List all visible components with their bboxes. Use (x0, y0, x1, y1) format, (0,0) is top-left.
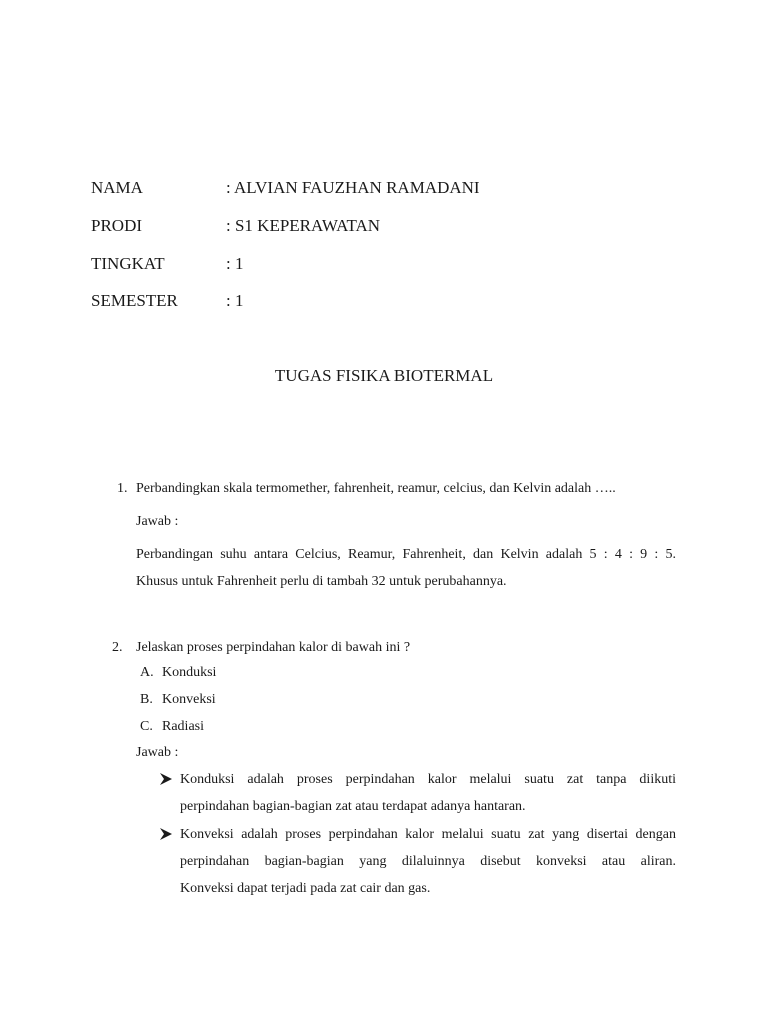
question-2-number: 2. (112, 640, 123, 655)
identity-value: : ALVIAN FAUZHAN RAMADANI (226, 178, 480, 197)
arrowhead-bullet-icon-svg (158, 771, 174, 787)
answer-line: Perbandingan suhu antara Celcius, Reamur, Fahrenheit, dan Kelvin adalah 5 : 4 : 9 : 5. (136, 547, 676, 562)
identity-value: : 1 (226, 254, 244, 273)
question-1-answer (136, 541, 676, 595)
identity-label: SEMESTER (91, 291, 178, 310)
arrowhead-bullet-icon-svg (158, 826, 174, 842)
bullet-line: perpindahan bagian-bagian yang dilaluinnya disebut konveksi atau aliran. (180, 854, 676, 869)
option-letter: C. (140, 719, 153, 734)
bullet-konveksi (180, 821, 676, 902)
bullet-line: Konduksi adalah proses perpindahan kalor melalui suatu zat tanpa diikuti (180, 772, 676, 787)
identity-row-tingkat (91, 252, 651, 276)
bullet-line: Konveksi dapat terjadi pada zat cair dan gas. (180, 881, 431, 896)
option-text: Konveksi (162, 692, 216, 707)
option-letter: A. (140, 665, 154, 680)
bullet-konduksi (180, 766, 676, 820)
bullet-line: Konveksi adalah proses perpindahan kalor melalui suatu zat yang disertai dengan (180, 827, 676, 842)
answer-line: Khusus untuk Fahrenheit perlu di tambah 32 untuk perubahannya. (136, 574, 507, 589)
identity-row-nama (91, 176, 651, 200)
arrowhead-bullet-icon (158, 826, 178, 846)
identity-row-semester (91, 289, 651, 313)
option-a (140, 663, 216, 683)
question-1-text: Perbandingkan skala termomether, fahrenheit, reamur, celcius, dan Kelvin adalah ….. (136, 481, 616, 496)
question-2-text: Jelaskan proses perpindahan kalor di bawah ini ? (136, 640, 411, 655)
identity-label: NAMA (91, 178, 143, 197)
identity-value: : 1 (226, 291, 244, 310)
option-text: Konduksi (162, 665, 217, 680)
option-text: Radiasi (162, 719, 204, 734)
identity-label: TINGKAT (91, 254, 165, 273)
option-c (140, 717, 204, 737)
option-b (140, 690, 216, 710)
bullet-line: perpindahan bagian-bagian zat atau terdapat adanya hantaran. (180, 799, 526, 814)
identity-row-prodi (91, 214, 651, 238)
question-2-jawab-label: Jawab : (136, 745, 179, 760)
identity-value: : S1 KEPERAWATAN (226, 216, 381, 235)
option-letter: B. (140, 692, 153, 707)
identity-label: PRODI (91, 216, 143, 235)
arrowhead-bullet-icon (158, 771, 178, 791)
question-1-number: 1. (117, 481, 128, 496)
question-1-jawab-label: Jawab : (136, 514, 179, 529)
document-title: TUGAS FISIKA BIOTERMAL (274, 366, 494, 385)
